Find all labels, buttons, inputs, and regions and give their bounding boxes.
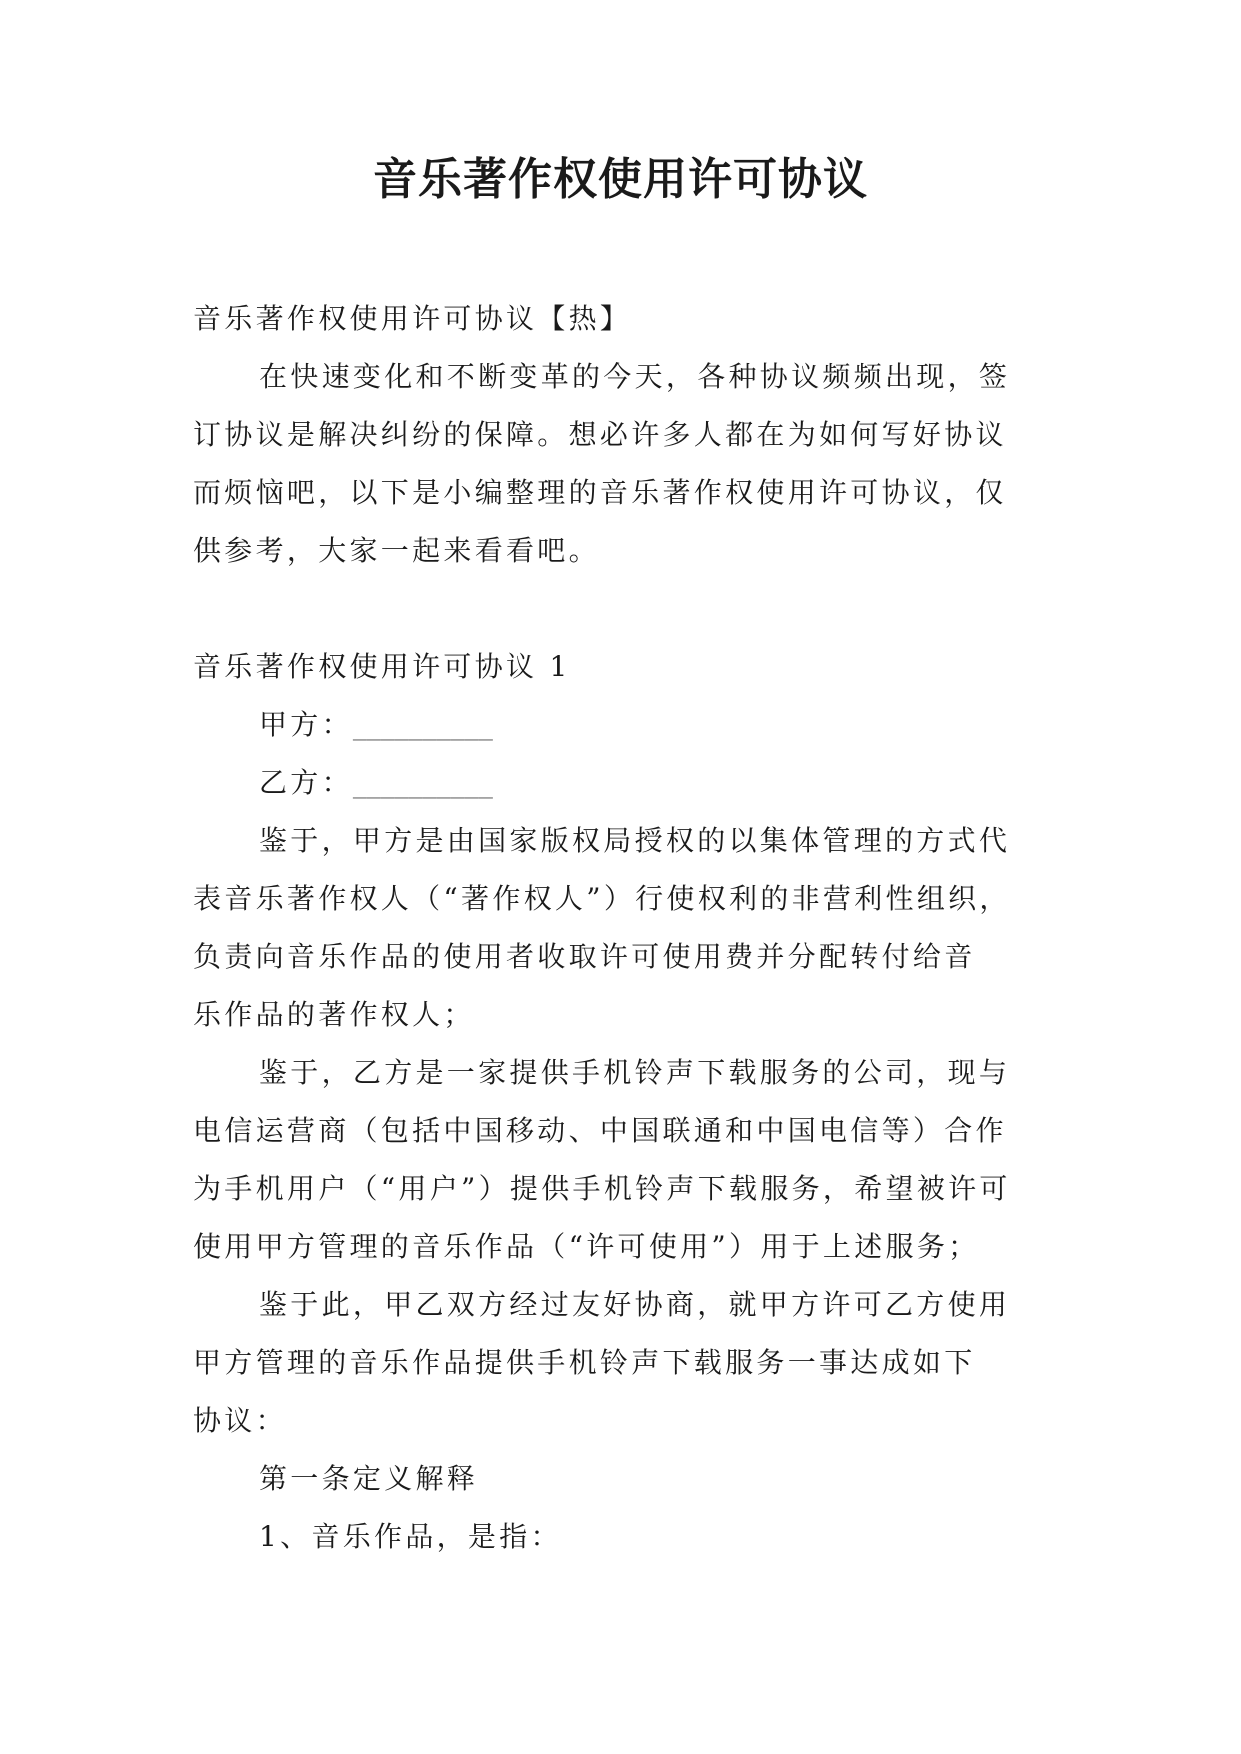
paragraph-line: 鉴于，甲方是由国家版权局授权的以集体管理的方式代 [259,824,1011,857]
party-b-blank: __________ [352,766,493,799]
intro-line: 在快速变化和不断变革的今天，各种协议频频出现，签 [259,360,1011,393]
document-subtitle: 音乐著作权使用许可协议【热】 [193,302,632,335]
paragraph-line: 使用甲方管理的音乐作品（“许可使用”）用于上述服务； [193,1230,980,1263]
document-title: 音乐著作权使用许可协议 [373,154,868,205]
paragraph-line: 鉴于此，甲乙双方经过友好协商，就甲方许可乙方使用 [259,1288,1011,1321]
party-b-line [193,754,1063,812]
party-a-label: 甲方： [259,708,353,741]
paragraph-line: 为手机用户（“用户”）提供手机铃声下载服务，希望被许可 [193,1172,1011,1205]
intro-line: 订协议是解决纠纷的保障。想必许多人都在为如何写好协议 [193,418,1007,451]
article-item: 1、音乐作品，是指： [259,1520,562,1553]
section-heading: 音乐著作权使用许可协议 1 [193,650,571,683]
paragraph-line: 表音乐著作权人（“著作权人”）行使权利的非营利性组织， [193,882,1011,915]
paragraph-line: 电信运营商（包括中国移动、中国联通和中国电信等）合作 [193,1114,1007,1147]
party-a-line [193,696,1063,754]
paragraph-line: 负责向音乐作品的使用者收取许可使用费并分配转付给音 [193,940,976,973]
party-b-label: 乙方： [259,766,353,799]
paragraph-line: 协议： [193,1404,287,1437]
article-heading: 第一条定义解释 [259,1462,479,1495]
paragraph-line: 甲方管理的音乐作品提供手机铃声下载服务一事达成如下 [193,1346,976,1379]
paragraph-line: 乐作品的著作权人； [193,998,475,1031]
intro-line: 供参考，大家一起来看看吧。 [193,534,600,567]
paragraph-line: 鉴于，乙方是一家提供手机铃声下载服务的公司，现与 [259,1056,1011,1089]
document-body [193,290,1063,1566]
spacer [193,580,1063,638]
intro-line: 而烦恼吧，以下是小编整理的音乐著作权使用许可协议，仅 [193,476,1007,509]
party-a-blank: __________ [352,708,493,741]
